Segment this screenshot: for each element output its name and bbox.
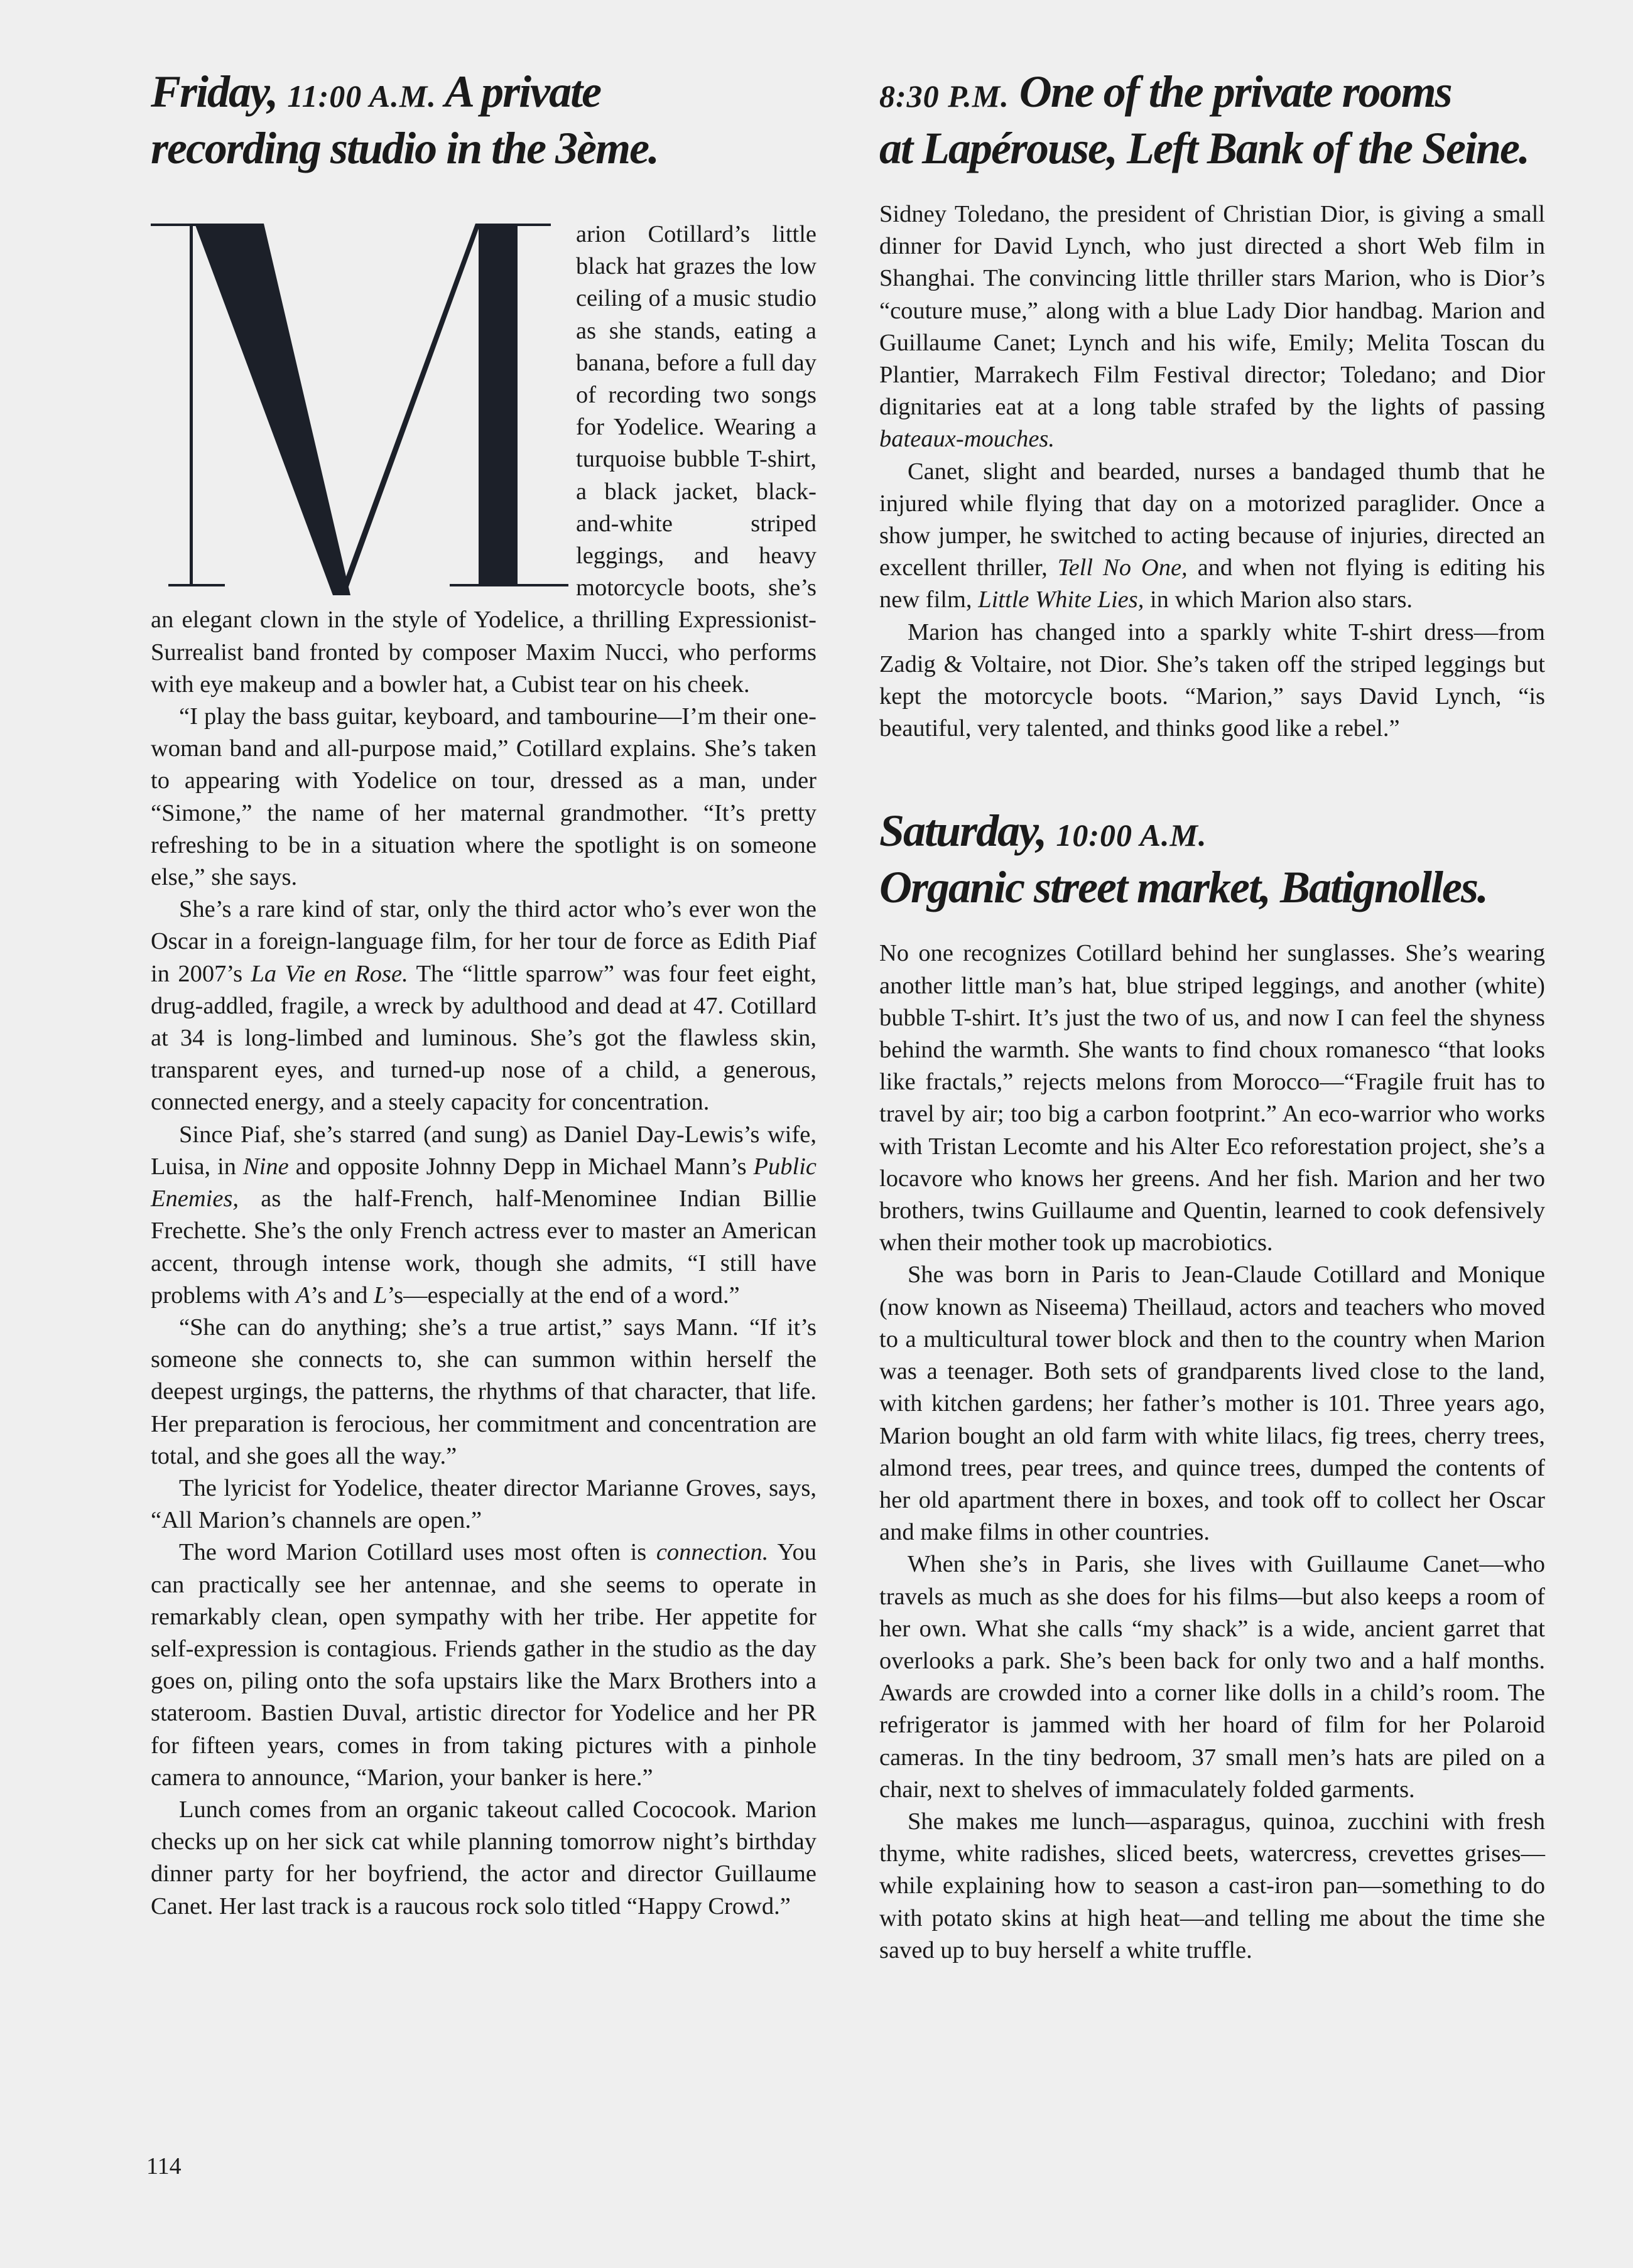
paragraph: Sidney Toledano, the president of Christian Dior, is giving a small dinner for David Lynch, who just directed a short Web film in Shanghai. The convincing little thriller stars Marion, who is Dior’s “couture muse,” along with a blue Lady Dior handbag. Marion and Guillaume Canet; Lynch and his wife, Emily; Melita Toscan du Plantier, Marrakech Film Festival director; Toledano; and Dior dignitaries eat at a long table strafed by the lights of passing bateaux-mouches. [879, 201, 1545, 453]
heading-time: 10:00 [1056, 818, 1140, 853]
right-column [879, 66, 1545, 1967]
heading-time: 8:30 [879, 78, 948, 114]
heading-ampm: A.M. [1139, 818, 1207, 853]
paragraph: No one recognizes Cotillard behind her sunglasses. She’s wearing another little man’s hat, blue striped leggings, and another (white) bubble T-shirt. It’s just the two of us, and now I can feel the shyness behind the warmth. She wants to find choux romanesco “that looks like fractals,” rejects melons from Morocco—“Fragile fruit has to travel by air; too big a carbon footprint.” An eco-warrior who works with Tristan Lecomte and his Alter Eco reforestation project, she’s a locavore who knows her greens. And her fish. Marion and her two brothers, twins Guillaume and Quentin, learned to cook defensively when their mother took up macrobiotics. [879, 940, 1545, 1256]
dropcap-m-glyph [151, 219, 568, 597]
paragraph: The lyricist for Yodelice, theater director Marianne Groves, says, “All Marion’s channels are open.” [151, 1474, 816, 1534]
heading-text: Organic street market, Batignolles. [879, 862, 1488, 913]
paragraph: Canet, slight and bearded, nurses a bandaged thumb that he injured while flying that day on a motorized paraglider. Once a show jumper, he switched to acting because of injuries, directed an excellent thriller, Tell No One, and when not flying is editing his new film, Little White Lies, in which Marion also stars. [879, 458, 1546, 613]
heading-text: at Lapérouse, Left Bank of the Seine. [879, 123, 1529, 173]
paragraph: She’s a rare kind of star, only the third actor who’s ever won the Oscar in a foreign-language film, for her tour de force as Edith Piaf in 2007’s La Vie en Rose. The “little sparrow” was four feet eight, drug-addled, fragile, a wreck by adulthood and dead at 47. Cotillard at 34 is long-limbed and luminous. She’s got the flawless skin, transparent eyes, and turned-up nose of a child, a generous, connected energy, and a steely capacity for concentration. [151, 896, 816, 1116]
section-heading-friday-evening [879, 66, 1545, 175]
paragraph: When she’s in Paris, she lives with Guillaume Canet—who travels as much as she does for his films—but also keeps a room of her own. What she calls “my shack” is a wide, ancient garret that overlooks a park. She’s been back for only two and a half months. Awards are crowded into a corner like dolls in a child’s room. The refrigerator is jammed with her hoard of film for her Polaroid cameras. In the tiny bedroom, 37 small men’s hats are piled on a chair, next to shelves of immaculately folded garments. [879, 1551, 1545, 1803]
page-number: 114 [146, 2153, 182, 2179]
section-heading-friday [151, 66, 816, 175]
article-body-right-2 [879, 937, 1545, 1967]
section-heading-saturday [879, 805, 1545, 914]
heading-text: recording studio in the 3ème. [151, 123, 659, 173]
paragraph: She was born in Paris to Jean-Claude Cotillard and Monique (now known as Niseema) Theillaud, actors and teachers who moved to a multicultural tower block and then to the country when Marion was a teenager. Both sets of grandparents lived close to the land, with kitchen gardens; her father’s mother is 101. Three years ago, Marion bought an old farm with white lilacs, fig trees, cherry trees, almond trees, pear trees, and quince trees, dumped the contents of her old apartment there in boxes, and took off to collect her Oscar and make films in other countries. [879, 1261, 1545, 1546]
paragraph: Lunch comes from an organic takeout called Cococook. Marion checks up on her sick cat while planning tomorrow night’s birthday dinner party for her boyfriend, the actor and director Guillaume Canet. Her last track is a raucous rock solo titled “Happy Crowd.” [151, 1796, 816, 1920]
paragraph: “I play the bass guitar, keyboard, and tambourine—I’m their one-woman band and all-purpose maid,” Cotillard explains. She’s taken to appearing with Yodelice on tour, dressed as a man, under “Simone,” the name of her maternal grandmother. “It’s pretty refreshing to be in a situation where the spotlight is on someone else,” she says. [151, 703, 816, 891]
paragraph: The word Marion Cotillard uses most often is connection. You can practically see her antennae, and she seems to operate in remarkably clean, open sympathy with her tribe. Her appetite for self-expression is contagious. Friends gather in the studio as the day goes on, piling onto the sofa upstairs like the Marx Brothers into a stateroom. Bastien Duval, artistic director for Yodelice and her PR for fifteen years, comes in from taking pictures with a pinhole camera to announce, “Marion, your banker is here.” [151, 1539, 816, 1791]
article-body-right-1 [879, 198, 1545, 745]
article-body-left [151, 219, 816, 1923]
paragraph: Since Piaf, she’s starred (and sung) as Daniel Day-Lewis’s wife, Luisa, in Nine and opposite Johnny Depp in Michael Mann’s Public Enemies, as the half-French, half-Menominee Indian Billie Frechette. She’s the only French actress ever to master an American accent, through intense work, though she admits, “I still have problems with A’s and L’s—especially at the end of a word.” [151, 1121, 817, 1309]
heading-ampm: A.M. [369, 78, 437, 114]
left-column [151, 66, 816, 1923]
heading-text: Saturday, [879, 806, 1056, 856]
dropcap-m [151, 219, 568, 597]
heading-time: 11:00 [287, 78, 369, 114]
paragraph: “She can do anything; she’s a true artist,” says Mann. “If it’s someone she connects to, she can summon within herself the deepest urgings, the patterns, the rhythms of that character, that life. Her preparation is ferocious, her commitment and concentration are total, and she goes all the way.” [151, 1314, 816, 1469]
heading-text: One of the private rooms [1009, 67, 1451, 117]
paragraph: arion Cotillard’s little black hat grazes the low ceiling of a music studio as she stands, eating a banana, before a full day of recording two songs for Yodelice. Wearing a turquoise bubble T-shirt, a black jacket, black-and-white striped leggings, and heavy motorcycle boots, she’s an elegant clown in the style of Yodelice, a thrilling Expressionist-Surrealist band fronted by composer Maxim Nucci, who performs with eye makeup and a bowler hat, a Cubist tear on his cheek. [151, 221, 816, 698]
heading-text: A private [436, 67, 601, 117]
paragraph: She makes me lunch—asparagus, quinoa, zucchini with fresh thyme, white radishes, sliced beets, watercress, crevettes grises—while explaining how to season a cast-iron pan—something to do with potato skins at high heat—and telling me about the time she saved up to buy herself a white truffle. [879, 1808, 1545, 1963]
heading-ampm: P.M. [948, 78, 1009, 114]
heading-text: Friday, [151, 67, 288, 117]
paragraph: Marion has changed into a sparkly white T-shirt dress—from Zadig & Voltaire, not Dior. She’s taken off the striped leggings but kept the motorcycle boots. “Marion,” says David Lynch, “is beautiful, very talented, and thinks good like a rebel.” [879, 618, 1545, 742]
